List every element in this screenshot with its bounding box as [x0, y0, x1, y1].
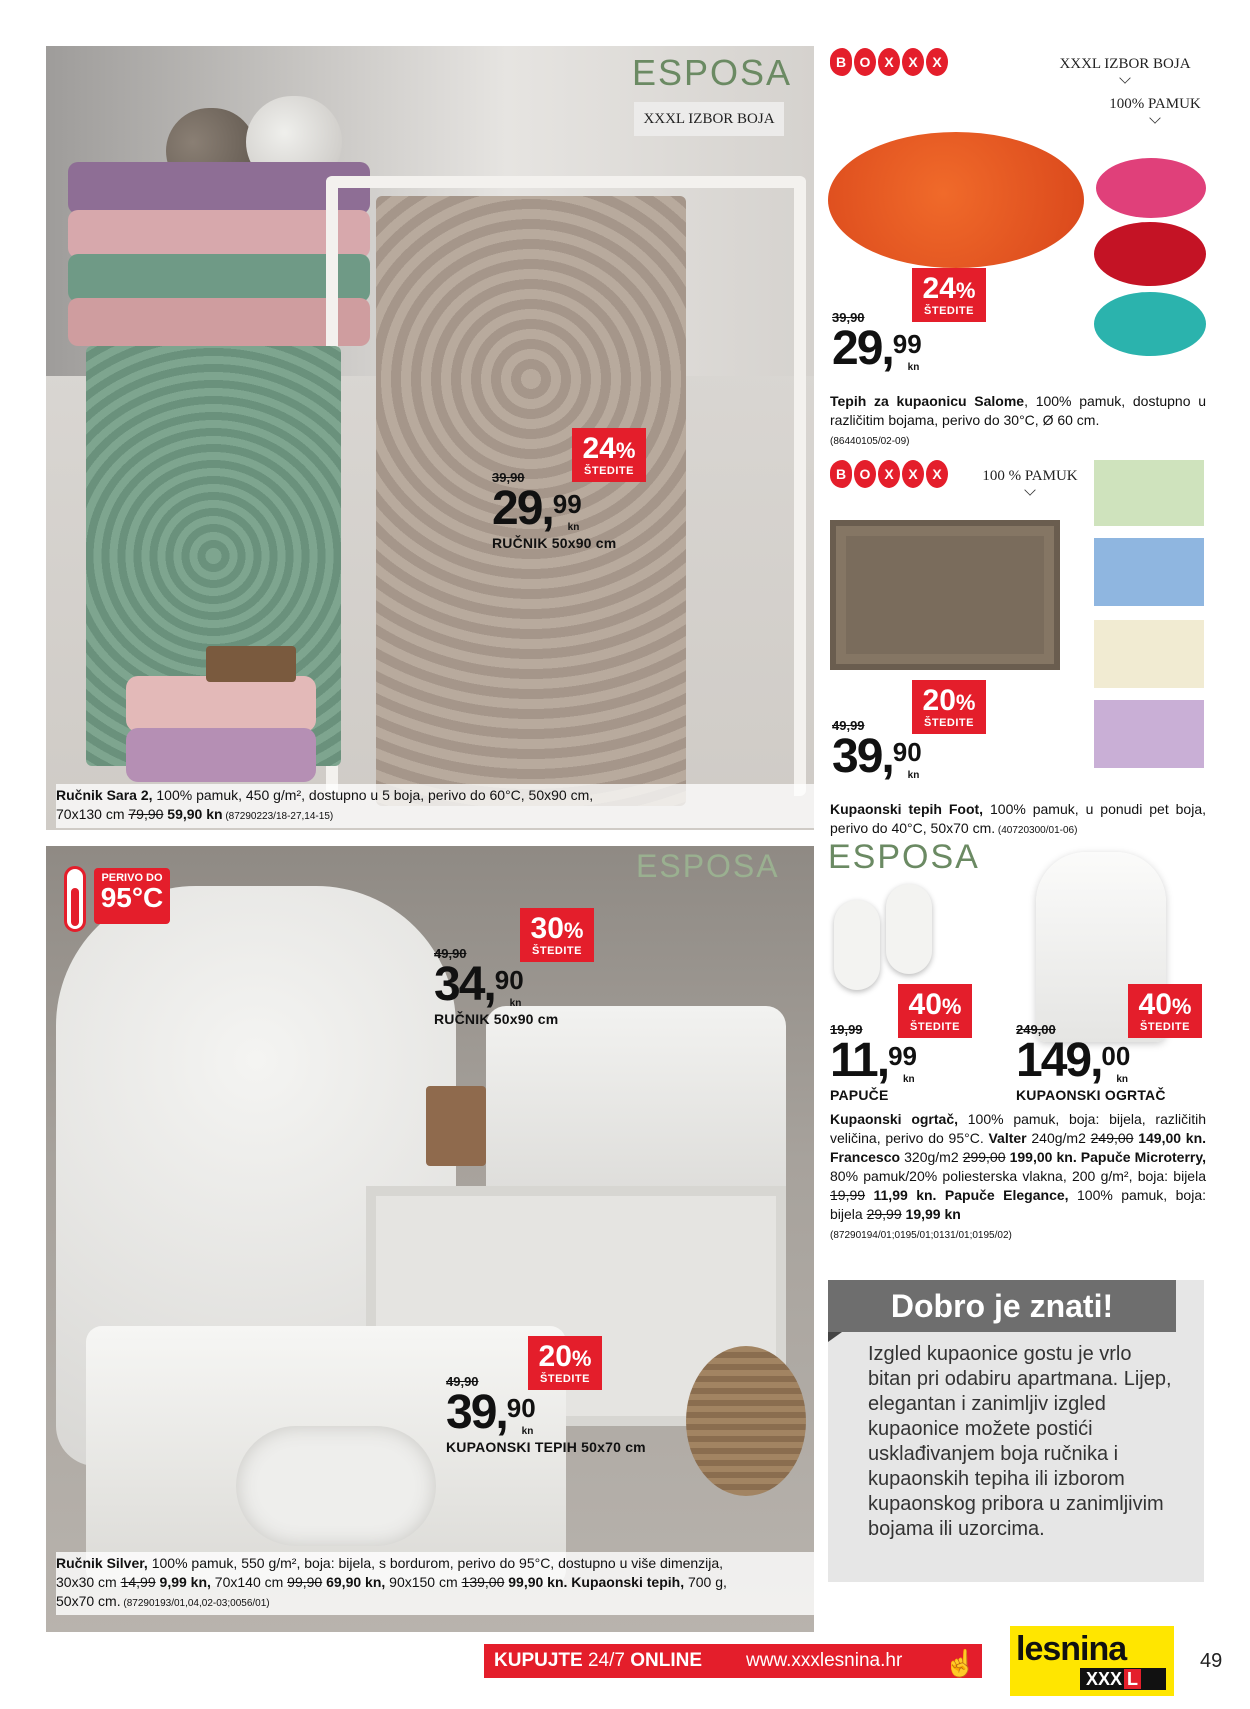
silver-towel-panel — [46, 846, 814, 1632]
discount-badge: 40% ŠTEDITE — [898, 984, 972, 1038]
soap — [206, 646, 296, 682]
rug-round-orange — [828, 132, 1084, 268]
price-tag: 249,00 $149,00_{kn}$ KUPAONSKI OGRTAČ — [1016, 1022, 1166, 1103]
small-towel-purple — [126, 728, 316, 782]
towel-stack-green — [68, 254, 370, 302]
discount-badge: 30% ŠTEDITE — [520, 908, 594, 962]
good-to-know-corner — [828, 1332, 842, 1342]
esposa-logo: ESPOSA — [828, 838, 980, 876]
rug-foot-green — [1094, 460, 1204, 526]
wash-temperature-badge — [64, 866, 174, 936]
salome-rug-description: Tepih za kupaonicu Salome, 100% pamuk, dostupno u različitim bojama, perivo do 30°C, Ø 60 cm. (86440105/02-09) — [830, 393, 1206, 447]
discount-badge: 24% ŠTEDITE — [572, 428, 646, 482]
rug-foot-cream — [1094, 620, 1204, 688]
chevron-down-icon — [1119, 72, 1130, 83]
price-tag: 39,90 $29,99_{kn}$ — [832, 310, 933, 373]
good-to-know-title: Dobro je znati! — [828, 1280, 1176, 1332]
color-choice-tag: XXXL IZBOR BOJA — [634, 102, 784, 136]
old-price: 249,00 — [1016, 1022, 1056, 1037]
cursor-hand-icon: ☝ — [944, 1648, 977, 1678]
chevron-down-icon — [1024, 484, 1035, 495]
slippers — [236, 1426, 436, 1546]
esposa-logo: ESPOSA — [636, 848, 780, 884]
boxxx-logo: B O X X X — [830, 48, 950, 76]
sara-towel-panel — [46, 46, 814, 830]
slippers-image — [834, 880, 944, 990]
price-tag: 49,90 $39,90_{kn}$ KUPAONSKI TEPIH 50x70 cm — [446, 1374, 646, 1455]
rug-foot-lilac — [1094, 700, 1204, 768]
sara-towel-description: Ručnik Sara 2, 100% pamuk, 450 g/m², dostupno u 5 boja, perivo do 60°C, 50x90 cm, 70x130 cm 79,90 59,90 kn (87290223/18-27,14-15) — [56, 784, 816, 828]
cotton-note: 100 % PAMUK — [960, 468, 1100, 495]
rug-foot-brown — [830, 520, 1060, 670]
discount-badge: 40% ŠTEDITE — [1128, 984, 1202, 1038]
soap-bars — [426, 1086, 486, 1166]
chevron-down-icon — [1149, 112, 1160, 123]
good-to-know-body: Izgled kupaonice gostu je vrlo bitan pri odabiru apartmana. Lijep, elegantan i zanimljiv izgled kupaonice možete postići usklađivanjem boja ručnika i kupaonskih tepiha ili izborom kupaonskog pribora u zanimljivim bojama ili uzorcima. — [868, 1343, 1172, 1540]
robe-description: Kupaonski ogrtač, 100% pamuk, boja: bijela, različitih veličina, perivo do 95°C. Valter 240g/m2 249,00 149,00 kn. Francesco 320g/m2 299,00 199,00 kn. Papuče Microterry, 80% pamuk/20% poliesterska vlakna, 200 g/m², boja: bijela 19,99 11,99 kn. Papuče Elegance, 100% pamuk, boja: bijela 29,99 19,99 kn (87290194/01;0195/01;0131/01;0195/02) — [830, 1111, 1207, 1241]
rug-round-pink — [1096, 158, 1206, 218]
price-tag: 49,90 $34,90_{kn}$ RUČNIK 50x90 cm — [434, 946, 559, 1027]
discount-badge: 20% ŠTEDITE — [912, 680, 986, 734]
old-price: 49,90 — [446, 1374, 479, 1389]
silver-towel-description: Ručnik Silver, 100% pamuk, 550 g/m², boja: bijela, s bordurom, perivo do 95°C, dostupno u više dimenzija, 30x30 cm 14,99 9,99 kn, 70x140 cm 99,90 69,90 kn, 90x150 cm 139,00 99,90 kn. Kupaonski tepih, 700 g, 50x70 cm. (87290193/01,04,02-03;0056/01) — [56, 1552, 816, 1615]
rug-round-teal — [1094, 292, 1206, 356]
foot-rug-description: Kupaonski tepih Foot, 100% pamuk, u ponudi pet boja, perivo do 40°C, 50x70 cm. (40720300/01-06) — [830, 801, 1207, 836]
small-towel-pink — [126, 676, 316, 732]
discount-badge: 24% ŠTEDITE — [912, 268, 986, 322]
esposa-logo: ESPOSA — [632, 52, 793, 93]
towel-stack-pink-1 — [68, 210, 370, 258]
lesnina-logo: lesnina XXX L — [1010, 1626, 1174, 1696]
towel-stack-purple — [68, 162, 370, 214]
wash-label: PERIVO DO 95°C — [94, 868, 170, 924]
old-price: 39,90 — [492, 470, 525, 485]
old-price: 49,90 — [434, 946, 467, 961]
old-price: 19,99 — [830, 1022, 863, 1037]
price-tag: 19,99 $11,99_{kn}$ PAPUČE — [830, 1022, 929, 1103]
discount-badge: 20% ŠTEDITE — [528, 1336, 602, 1390]
wicker-basket — [686, 1346, 806, 1496]
page-number: 49 — [1200, 1650, 1223, 1672]
price-tag: 39,90 $29,99_{kn}$ RUČNIK 50x90 cm — [492, 470, 617, 551]
rug-round-red — [1094, 222, 1206, 286]
color-choice-note: XXXL IZBOR BOJA — [1050, 56, 1200, 83]
price-tag: 49,99 $39,90_{kn}$ — [832, 718, 933, 781]
rug-foot-blue — [1094, 538, 1204, 606]
good-to-know-box — [828, 1280, 1204, 1582]
towel-stack-pink-2 — [68, 298, 370, 346]
cotton-note: 100% PAMUK — [1080, 96, 1230, 123]
old-price: 39,90 — [832, 310, 865, 325]
old-price: 49,99 — [832, 718, 865, 733]
boxxx-logo: B O X X X — [830, 460, 950, 488]
shop-url[interactable]: www.xxxlesnina.hr — [746, 1650, 903, 1671]
shop-online-banner[interactable]: KUPUJTE 24/7 ONLINE www.xxxlesnina.hr ☝ — [484, 1644, 982, 1678]
